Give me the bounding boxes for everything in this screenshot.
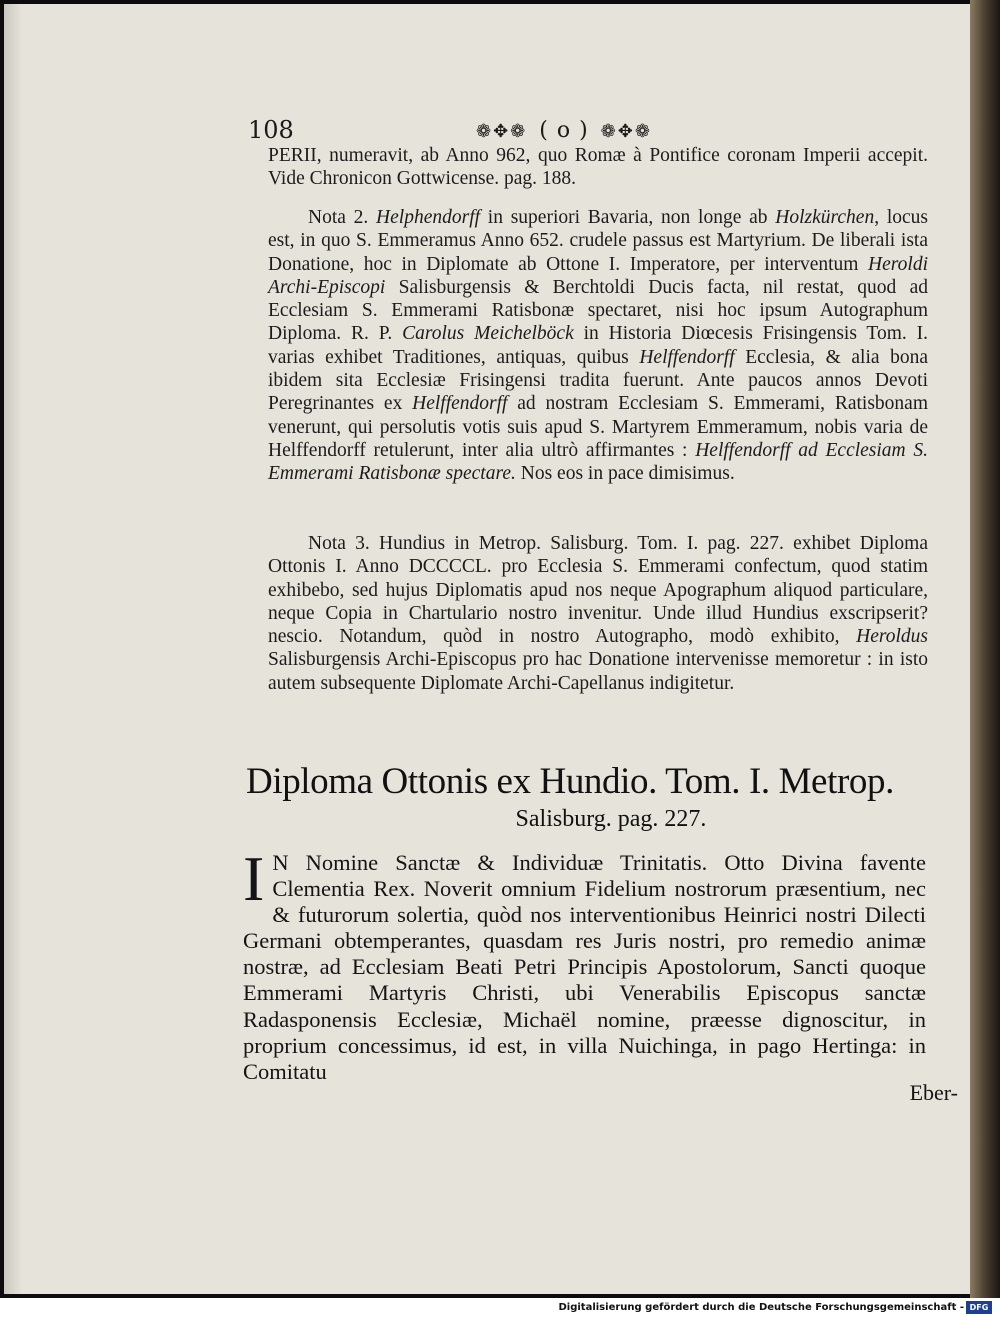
nota-2-paragraph (268, 206, 928, 486)
nota-2-part: in superiori Bavaria, non longe ab (480, 207, 776, 228)
book-spine (970, 0, 1000, 1300)
nota-2-part: Nota 2. (308, 207, 377, 228)
section-heading (246, 760, 936, 834)
page-number: 108 (248, 116, 294, 144)
nota-3-part: Salisburgensis Archi-Episcopus pro hac Donatione intervenisse memoretur : in isto autem subsequente Diplomate Archi-Capellanus indigitetur. (268, 649, 928, 694)
nota-2-part: Salisburgensis & Berchtoldi Ducis facta, nil restat, quod ad Ecclesiam S. Emmerami Ratisbonæ spectaret, nisi hoc ipsum Autographum Diploma. R. P. (268, 276, 928, 345)
nota-2-part: Nos eos in pace dimisimus. (515, 463, 735, 485)
nota-3-text (268, 532, 928, 695)
drop-cap: I (243, 843, 265, 914)
nota-2-text (268, 206, 928, 486)
nota-2-part: ad nostram Ecclesiam S. Emmerami, Ratisbonam venerunt, qui persolutis votis suis apud S. Martyrem Emmeramum, nobis varia de Helffendorff retulerunt, inter alia ultrò affirmantes : (268, 393, 928, 461)
digitization-credit: Digitalisierung gefördert durch die Deutsche Forschungsgemeinschaft - (558, 1302, 964, 1313)
continuation-text: PERII, numeravit, ab Anno 962, quo Romæ à Pontifice coronam Imperii accepit. Vide Chronicon Gottwicense. pag. 188. (268, 145, 928, 190)
nota-2-italic: Helphendorff (376, 207, 481, 228)
heading-subtitle: Salisburg. pag. 227. (515, 806, 707, 832)
nota-3-part: Nota 3. Hundius in Metrop. Salisburg. Tom. I. pag. 227. exhibet Diploma Ottonis I. Anno DCCCCL. pro Ecclesia S. Emmerami confectum, quod statim exhibebo, sed hujus Diplomatis apud nos neque Apographum aliquod particulare, neque Copia in Chartulario nostro invenitur. Unde illud Hundius exscripserit? nescio. Notandum, quòd in nostro Autographo, modò exhibito, (268, 533, 928, 648)
ornament-left: ❁✥❁ (476, 121, 528, 142)
continuation-paragraph (268, 144, 928, 191)
nota-2-part: Ecclesia, & alia bona ibidem sita Ecclesiæ Frisingensi tradita fuerunt. Ante paucos annos Devoti Peregrinantes ex (268, 346, 928, 415)
ornament-center: ( o ) (539, 118, 589, 143)
nota-2-part: in Historia Diœcesis Frisingensis Tom. I. varias exhibet Traditiones, antiquas, quibus (268, 323, 928, 368)
nota-2-italic: Helffendorff (639, 346, 735, 368)
nota-3-italic: Heroldus (856, 626, 928, 648)
nota-2-italic: Helffendorff (412, 393, 508, 415)
header-ornament (476, 118, 652, 143)
diploma-text: N Nomine Sanctæ & Individuæ Trinitatis. Otto Divina favente Clementia Rex. Noverit omnium Fidelium nostrorum præsentium, nec & futurorum solertia, quòd nos interventionibus Heinrici nostri Dilecti Germani obtemperantes, quasdam res Juris nostri, pro remedio animæ nostræ, ad Ecclesiam Beati Petri Principis Apostolorum, Sancti quoque Emmerami Martyris Christi, ubi Venerabilis Episcopus sanctæ Radasponensis Ecclesiæ, Michaël nomine, præesse dignoscitur, in proprium concessimus, id est, in villa Nuichinga, in pago Hertinga: in Comitatu (243, 850, 926, 1084)
nota-2-part: , locus est, in quo S. Emmeramus Anno 652. crudele passus est Martyrium. De liberali ista Donatione, hoc in Diplomate ab Ottone I. Imperatore, per interventum (268, 207, 928, 275)
nota-2-italic: Holzkürchen (775, 207, 875, 228)
nota-2-italic: Heroldi Archi-Episcopi (268, 253, 928, 298)
catchword: Eber- (909, 1080, 958, 1105)
running-header (248, 116, 928, 146)
nota-2-italic: Carolus Meichelböck (402, 323, 574, 345)
heading-title: Diploma Ottonis ex Hundio. Tom. I. Metrop. (246, 761, 894, 802)
nota-3-paragraph (268, 532, 928, 695)
diploma-text-block (243, 843, 926, 1085)
nota-2-italic: Helffendorff ad Ecclesiam S. Emmerami Ratisbonæ spectare. (268, 439, 929, 485)
dfg-logo-icon: DFG (966, 1301, 992, 1314)
ornament-right: ❁✥❁ (600, 121, 652, 142)
